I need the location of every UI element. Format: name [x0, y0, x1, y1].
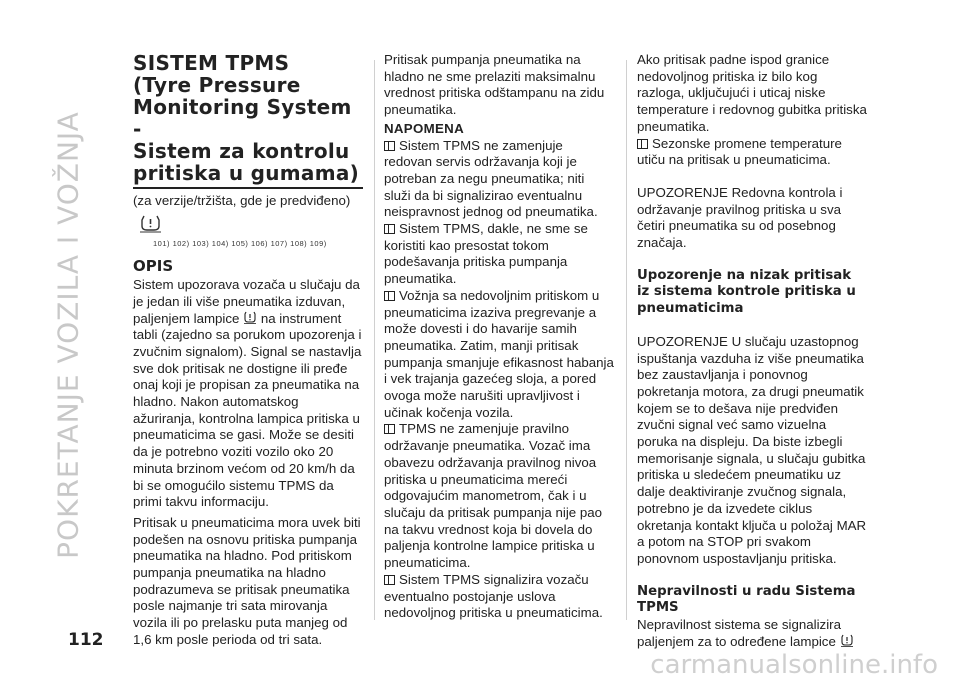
tpms-warning-lamp-icon: [840, 634, 854, 647]
paragraph: Ako pritisak padne ispod granice nedovoljnog pritiska iz bilo kog razloga, uključujući i uticaj niske temperature i redovnog gubitka pritiska pneumatika.: [637, 52, 867, 134]
warning-paragraph: UPOZORENJE Redovna kontrola i održavanje pravilnog pritiska u sva četiri pneumatika su od posebnog značaja.: [637, 184, 843, 251]
column-divider: [374, 60, 375, 620]
main-title: [133, 52, 363, 184]
title-underline: [133, 187, 363, 189]
title-line: pritiska u gumama): [133, 161, 360, 185]
title-line: SISTEM TPMS: [133, 51, 290, 75]
title-line: Sistem za kontrolu: [133, 139, 350, 163]
note-item: [384, 572, 614, 622]
note-text: Sistem TPMS signalizira vozaču eventualno postojanje uslova nedovoljnog pritiska u pneumaticima.: [384, 571, 603, 621]
book-note-icon: [637, 139, 648, 149]
book-note-icon: [384, 224, 395, 234]
note-text: Vožnja sa nedovoljnim pritiskom u pneumaticima izaziva pregrevanje a može dovesti i do havarije samih pneumatika. Zatim, manji pritisak pumpanja smanjuje efikasnost habanja i vek trajanja gazećeg sloja, a pored ovoga može narušiti upravljivost i učinak kočenja vozila.: [384, 287, 614, 420]
watermark: carmanualsonline.info: [650, 650, 938, 680]
note-text: TPMS ne zamenjuje pravilno održavanje pneumatika. Vozač ima obavezu održavanja pravilnog nivoa pritiska u pneumaticima mereći odgovajućim manometrom, čak i u slučaju da pritisak pumpanja nije pao na takvu vrednost koja bi dovela do paljenja kontrolne lampice pritiska u pneumaticima.: [384, 421, 603, 571]
note-text: Sistem TPMS, dakle, ne sme se koristiti kao presostat tokom podešavanja pritiska pumpanja pneumatika.: [384, 221, 588, 287]
note-text: Sistem TPMS ne zamenjuje redovan servis održavanja koji je potreban za negu pneumatika; niti služi da bi signalizirao eventualnu neispravnost jednog od pneumatika.: [384, 137, 598, 220]
paragraph-text: na instrument tabli (zajedno sa porukom upozorenja i zvučnim signalom). Signal se nastavlja sve dok pritisak ne dostigne ili pređe onaj koji je propisan za pneumatika na hladno. Nakon automatskog ažuriranja, kontrolna lampica pritiska u pneumaticima se gasi. Može se desiti da je potrebno voziti vozilo oko 20 minuta brzinom većom od 20 km/h da bi se omogućilo sistemu TPMS da primi takvu informaciju.: [133, 310, 362, 510]
availability-note: (za verzije/tržišta, gde je predviđeno): [133, 193, 351, 208]
title-line: Monitoring System -: [133, 95, 352, 141]
malfunction-paragraph: [637, 617, 867, 650]
book-note-icon: [384, 575, 395, 585]
column-1: [133, 52, 363, 653]
book-note-icon: [384, 424, 395, 434]
chapter-side-title: POKRETANJE VOZILA I VOŽNJA: [51, 111, 85, 559]
note-item: [384, 421, 614, 571]
description-paragraph: [133, 277, 363, 511]
paragraph-text: Sistem upozorava vozača u slučaju da je jedan ili više pneumatika izduvan, paljenjem lampice: [133, 277, 360, 326]
note-item: [384, 221, 614, 288]
note-text: Sezonske promene temperature utiču na pritisak u pneumaticima.: [637, 135, 842, 168]
pressure-paragraph: Pritisak u pneumaticima mora uvek biti podešen na osnovu pritiska pumpanja pneumatika na hladno. Pod pritiskom pumpanja pneumatika na hladno podrazumeva se pritisak pneumatika posle najmanje tri sata mirovanja vozila ili po prelasku puta manjeg od 1,6 km posle perioda od tri sata.: [133, 514, 361, 647]
tpms-warning-lamp-icon: [139, 214, 169, 234]
note-item: [384, 138, 614, 222]
warning-references: 101) 102) 103) 104) 105) 106) 107) 108) 109): [153, 238, 327, 248]
paragraph-text: Nepravilnost sistema se signalizira paljenjem za to određene lampice: [637, 617, 841, 649]
column-divider: [626, 60, 627, 620]
note-item: [637, 136, 867, 169]
tpms-lamp-icon-row: [139, 214, 363, 234]
book-note-icon: [384, 291, 395, 301]
tpms-warning-lamp-icon: [243, 311, 257, 324]
column-2: [384, 52, 614, 622]
page-number: 112: [68, 630, 104, 650]
intro-paragraph: Pritisak pumpanja pneumatika na hladno ne sme prelaziti maksimalnu vrednost pritiska odštampanu na zidu pneumatika.: [384, 52, 605, 118]
column-3: [637, 52, 867, 651]
section-heading-opis: OPIS: [133, 257, 174, 276]
section-heading-low-pressure: Upozorenje na nizak pritisak iz sistema kontrole pritiska u pneumaticima: [637, 267, 856, 317]
title-line: (Tyre Pressure: [133, 73, 301, 97]
section-heading-malfunctions: Nepravilnosti u radu Sistema TPMS: [637, 583, 856, 616]
note-item: [384, 288, 614, 422]
note-heading: NAPOMENA: [384, 120, 464, 136]
warning-paragraph: UPOZORENJE U slučaju uzastopnog ispuštanja vazduha iz više pneumatika bez zaustavljanja i ponovnog pokretanja motora, za drugi pneumatik kojem se to dešava nije predviđen zvučni signal već samo vizuelna poruka na displeju. Da biste izbegli memorisanje signala, u slučaju gubitka pritiska u sledećem pneumatiku uz dalje deaktiviranje zvučnog signala, potrebno je da izvedete ciklus okretanja kontakt ključa u položaj MAR a potom na STOP pri svakom ponovnom uspostavljanju pritiska.: [637, 333, 867, 566]
book-note-icon: [384, 141, 395, 151]
